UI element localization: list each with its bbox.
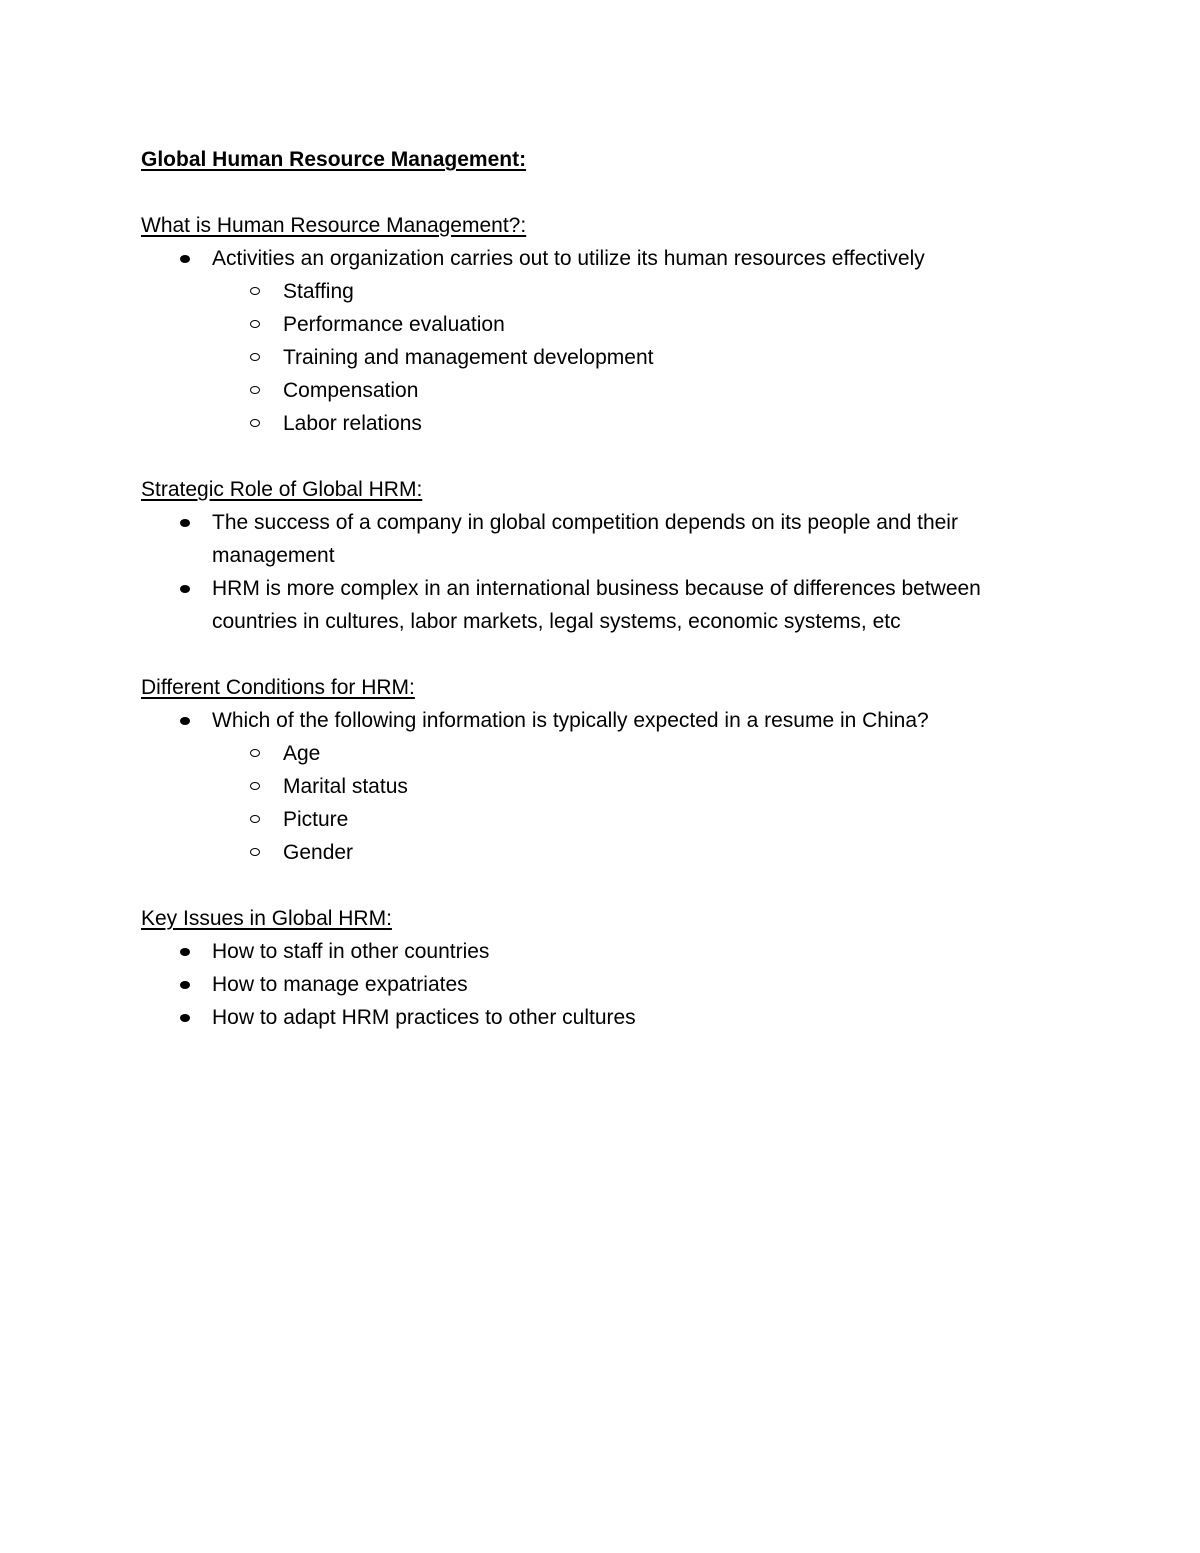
sub-list-item: [212, 341, 1041, 374]
sub-list-item: [212, 737, 1041, 770]
sub-list-item: [212, 308, 1041, 341]
sub-bullet-list: [212, 275, 1041, 440]
filled-bullet-icon: [180, 948, 190, 956]
list-item: [141, 242, 1041, 440]
filled-bullet-icon: [180, 1014, 190, 1022]
sub-list-item-text: Staffing: [283, 280, 354, 303]
sub-list-item-text: Picture: [283, 808, 349, 831]
sub-list-item-text: Compensation: [283, 379, 419, 402]
hollow-bullet-icon: [250, 386, 260, 394]
sub-list-item-text: Labor relations: [283, 412, 422, 435]
list-item: [141, 1001, 1041, 1034]
section-heading: What is Human Resource Management?:: [141, 214, 527, 237]
sub-list-item-text: Gender: [283, 841, 354, 864]
hollow-bullet-icon: [250, 848, 260, 856]
list-item-text: HRM is more complex in an international business because of differences between countries in cultures, labor markets, legal systems, economic systems, etc: [212, 577, 981, 633]
title-spacer: [141, 176, 1041, 209]
section-heading: Different Conditions for HRM:: [141, 676, 415, 699]
bullet-list: [141, 704, 1041, 869]
sub-list-item-text: Performance evaluation: [283, 313, 505, 336]
list-item-text: The success of a company in global competition depends on its people and their management: [212, 511, 958, 567]
hollow-bullet-icon: [250, 419, 260, 427]
sub-list-item: [212, 275, 1041, 308]
hollow-bullet-icon: [250, 353, 260, 361]
hollow-bullet-icon: [250, 749, 260, 757]
list-item-text: Which of the following information is typically expected in a resume in China?: [212, 709, 929, 732]
filled-bullet-icon: [180, 981, 190, 989]
bullet-list: [141, 935, 1041, 1034]
section-heading: Strategic Role of Global HRM:: [141, 478, 423, 501]
filled-bullet-icon: [180, 585, 190, 593]
section-what-is-hrm: [141, 209, 1041, 440]
sub-list-item-text: Age: [283, 742, 321, 765]
sub-list-item-text: Training and management development: [283, 346, 654, 369]
section-heading: Key Issues in Global HRM:: [141, 907, 392, 930]
list-item-text: How to adapt HRM practices to other cultures: [212, 1006, 636, 1029]
list-item: [141, 968, 1041, 1001]
sub-list-item: [212, 836, 1041, 869]
sub-list-item: [212, 374, 1041, 407]
section-different-conditions: [141, 671, 1041, 869]
bullet-list: [141, 506, 1041, 638]
sub-list-item: [212, 770, 1041, 803]
sub-bullet-list: [212, 737, 1041, 869]
sub-list-item: [212, 803, 1041, 836]
filled-bullet-icon: [180, 717, 190, 725]
section-strategic-role: [141, 473, 1041, 638]
document-page: [141, 143, 1041, 1067]
list-item-text: How to staff in other countries: [212, 940, 490, 963]
section-key-issues: [141, 902, 1041, 1034]
document-title: Global Human Resource Management:: [141, 148, 527, 171]
list-item: [141, 506, 1041, 572]
filled-bullet-icon: [180, 519, 190, 527]
list-item-text: How to manage expatriates: [212, 973, 468, 996]
list-item: [141, 704, 1041, 869]
list-item: [141, 572, 1041, 638]
hollow-bullet-icon: [250, 815, 260, 823]
list-item: [141, 935, 1041, 968]
bullet-list: [141, 242, 1041, 440]
list-item-text: Activities an organization carries out to utilize its human resources effectively: [212, 247, 925, 270]
filled-bullet-icon: [180, 255, 190, 263]
hollow-bullet-icon: [250, 320, 260, 328]
hollow-bullet-icon: [250, 782, 260, 790]
sub-list-item-text: Marital status: [283, 775, 408, 798]
sub-list-item: [212, 407, 1041, 440]
hollow-bullet-icon: [250, 287, 260, 295]
